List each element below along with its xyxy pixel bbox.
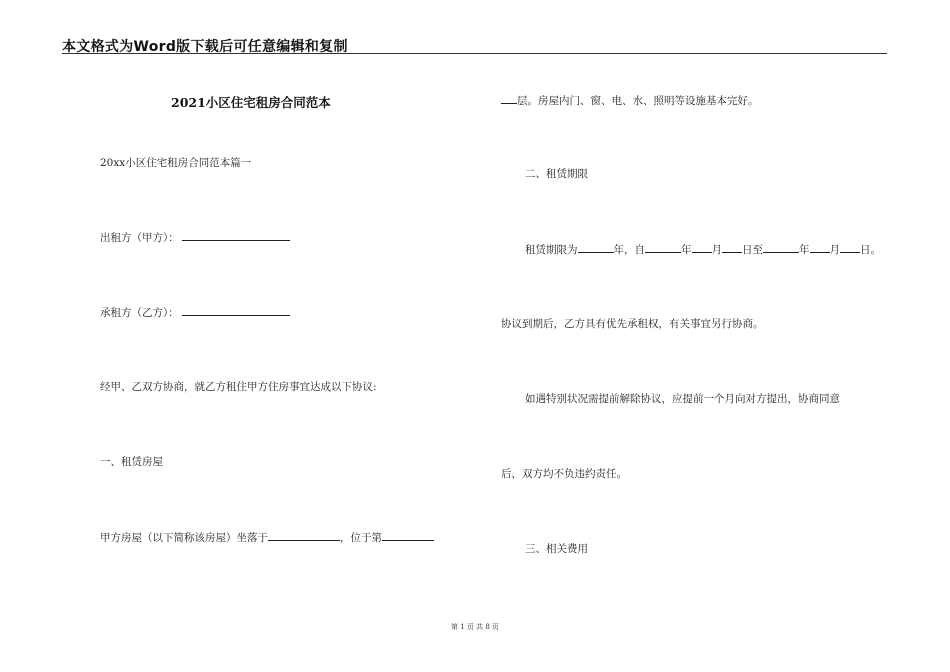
page-number: 第 1 页 共 8 页 bbox=[450, 623, 500, 631]
term-years-blank bbox=[578, 242, 614, 253]
end-day-blank bbox=[840, 242, 860, 253]
floor-blank bbox=[382, 530, 434, 541]
term-text-h: 日。 bbox=[860, 244, 881, 256]
early-termination-text: 如遇特别状况需提前解除协议，应提前一个月向对方提出，协商同意 bbox=[525, 393, 840, 405]
header-banner: 本文格式为Word版下载后可任意编辑和复制 bbox=[62, 39, 348, 55]
term-text-e: 日至 bbox=[742, 244, 763, 256]
lessor-label: 出租方（甲方）： bbox=[100, 232, 179, 244]
lease-term-line bbox=[525, 242, 881, 257]
header-divider bbox=[62, 53, 887, 54]
term-text-g: 月 bbox=[829, 244, 840, 256]
location-blank bbox=[268, 530, 340, 541]
lessor-blank bbox=[182, 230, 290, 241]
property-location-line bbox=[100, 530, 434, 545]
floor-continuation-blank bbox=[501, 93, 517, 104]
lessor-line bbox=[100, 230, 290, 245]
end-year-blank bbox=[763, 242, 799, 253]
start-year-blank bbox=[645, 242, 681, 253]
term-text-d: 月 bbox=[711, 244, 722, 256]
section1-heading: 一、租赁房屋 bbox=[100, 456, 163, 468]
renewal-text: 协议到期后，乙方具有优先承租权，有关事宜另行协商。 bbox=[501, 318, 764, 330]
section3-heading: 三、相关费用 bbox=[525, 543, 588, 555]
floor-continuation-line bbox=[501, 93, 759, 108]
term-text-b: 年，自 bbox=[613, 244, 645, 256]
contract-subtitle: 20xx小区住宅租房合同范本篇一 bbox=[100, 157, 252, 169]
property-location-text: 甲方房屋（以下简称该房屋）坐落于 bbox=[100, 532, 268, 544]
document-title: 2021小区住宅租房合同范本 bbox=[171, 95, 331, 110]
floor-text: ，位于第 bbox=[340, 532, 382, 544]
section2-heading: 二、租赁期限 bbox=[525, 168, 588, 180]
term-text-a: 租赁期限为 bbox=[525, 244, 578, 256]
lessee-line bbox=[100, 305, 290, 320]
end-month-blank bbox=[810, 242, 830, 253]
early-termination-continuation: 后，双方均不负违约责任。 bbox=[501, 468, 627, 480]
start-month-blank bbox=[692, 242, 712, 253]
floor-continuation-text: 层。房屋内门、窗、电、水、照明等设施基本完好。 bbox=[517, 95, 759, 107]
term-text-c: 年 bbox=[681, 244, 692, 256]
lessee-label: 承租方（乙方）： bbox=[100, 307, 179, 319]
term-text-f: 年 bbox=[799, 244, 810, 256]
preamble-text: 经甲、乙双方协商，就乙方租住甲方住房事宜达成以下协议: bbox=[100, 381, 377, 393]
lessee-blank bbox=[182, 305, 290, 316]
start-day-blank bbox=[722, 242, 742, 253]
